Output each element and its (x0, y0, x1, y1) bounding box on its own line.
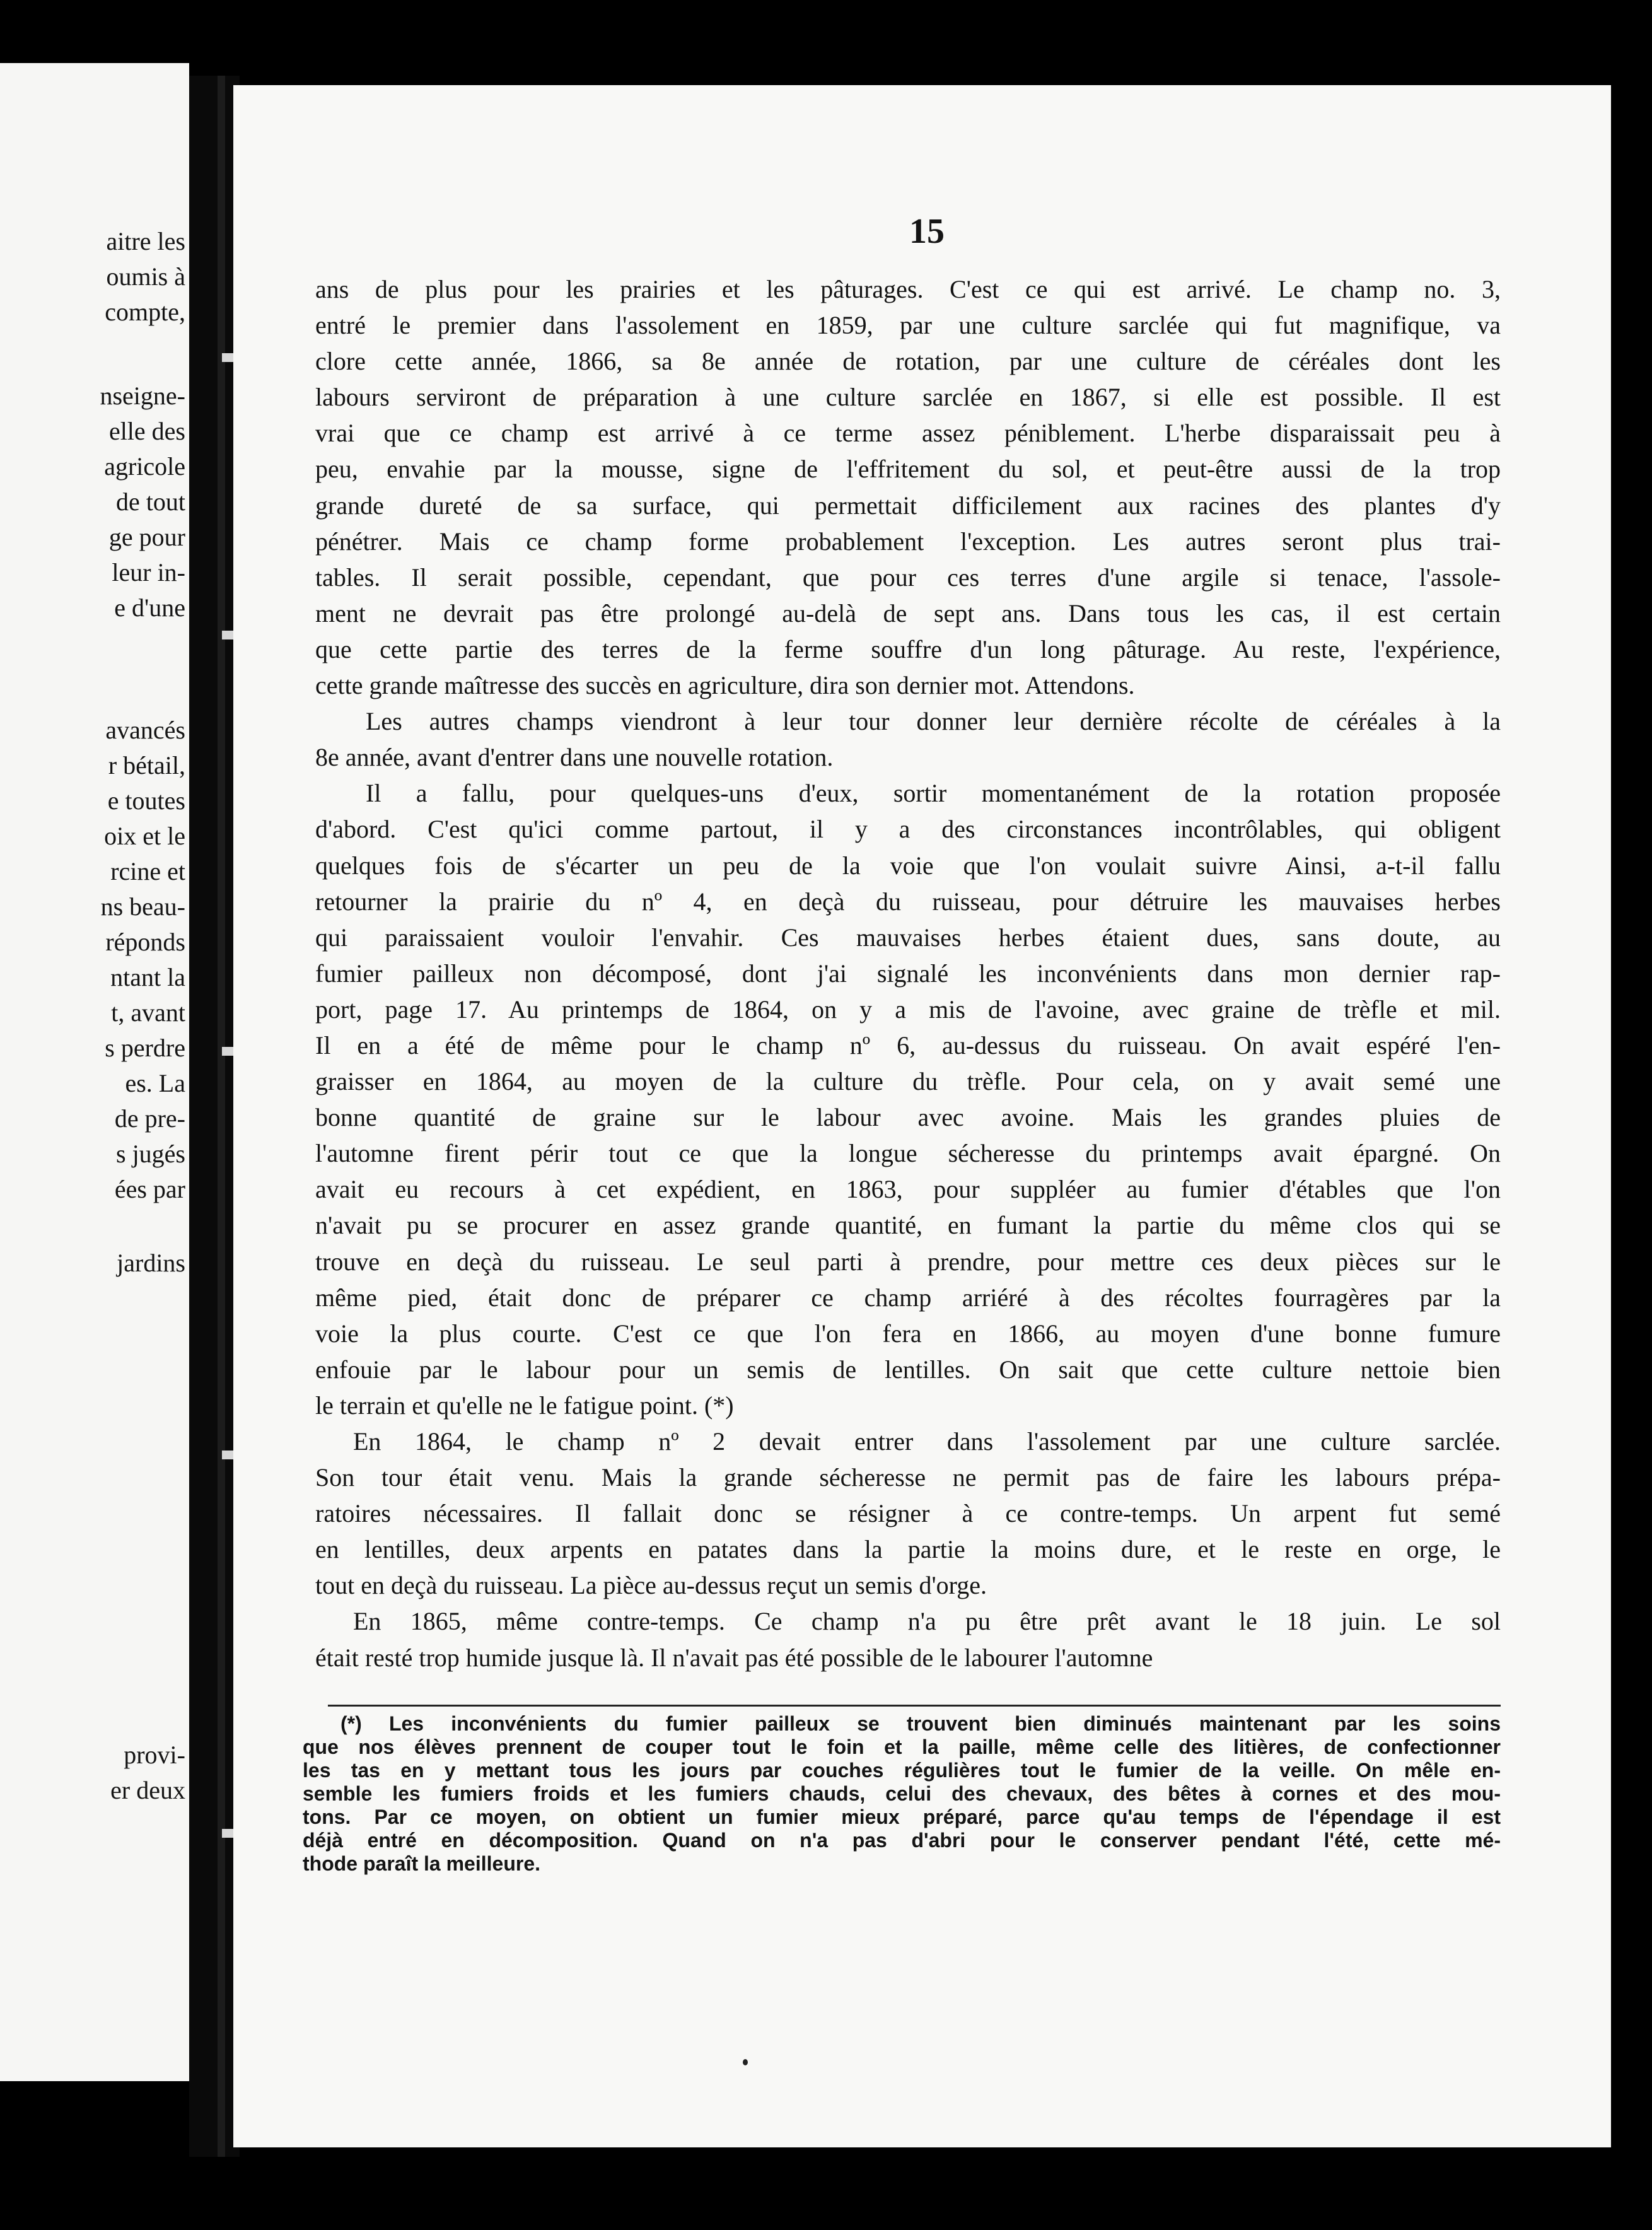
left-page-line: e d'une (114, 593, 185, 622)
left-page-line: agricole (104, 452, 185, 481)
footnote (303, 1712, 1501, 1876)
left-page-line: s jugés (116, 1140, 185, 1168)
text-line: 8e année, avant d'entrer dans une nouvelle rotation. (315, 743, 834, 772)
text-line: Il en a été de même pour le champ nº 6, au-dessus du ruisseau. On avait espéré l'en- (315, 1030, 1501, 1060)
text-line: même pied, était donc de préparer ce champ arriéré à des récoltes fourragères par la (315, 1283, 1501, 1312)
left-page-line: de tout (116, 487, 185, 516)
text-line: Les autres champs viendront à leur tour donner leur dernière récolte de céréales à la (366, 707, 1501, 736)
text-line: graisser en 1864, au moyen de la culture du trèfle. Pour cela, on y avait semé une (315, 1067, 1501, 1096)
text-line: d'abord. C'est qu'ici comme partout, il y a des circonstances incontrôlables, qui obligent (315, 815, 1501, 844)
text-line: Il a fallu, pour quelques-uns d'eux, sortir momentanément de la rotation proposée (366, 779, 1501, 808)
text-line: tables. Il serait possible, cependant, que pour ces terres d'une argile si tenace, l'assole- (315, 563, 1501, 592)
text-line: cette grande maîtresse des succès en agriculture, dira son dernier mot. Attendons. (315, 671, 1135, 700)
left-page-line: er deux (110, 1776, 185, 1804)
left-page-line: ées par (114, 1175, 185, 1203)
text-line: trouve en deçà du ruisseau. Le seul parti à prendre, pour mettre ces deux pièces sur le (315, 1247, 1501, 1276)
left-page-line: ns beau- (100, 892, 185, 921)
left-page-line: provi- (124, 1741, 185, 1769)
text-line: entré le premier dans l'assolement en 1859, par une culture sarclée qui fut magnifique, va (315, 311, 1501, 340)
text-line: En 1865, même contre-temps. Ce champ n'a pu être prêt avant le 18 juin. Le sol (353, 1607, 1501, 1636)
footnote-separator (328, 1705, 1501, 1707)
text-line: grande dureté de sa surface, qui permettait difficilement aux racines des plantes d'y (315, 491, 1501, 520)
left-page-line: oix et le (104, 822, 185, 850)
left-page-line: rcine et (110, 857, 185, 885)
footnote-line: les tas en y mettant tous les jours par couches régulières tout le fumier de la veille. On mêle en- (303, 1759, 1501, 1782)
text-line: labours serviront de préparation à une culture sarclée en 1867, si elle est possible. Il est (315, 383, 1501, 412)
footnote-line: thode paraît la meilleure. (303, 1852, 540, 1875)
left-page-line: s perdre (105, 1034, 185, 1062)
text-line: retourner la prairie du nº 4, en deçà du ruisseau, pour détruire les mauvaises herbes (315, 887, 1501, 916)
text-line: En 1864, le champ nº 2 devait entrer dans l'assolement par une culture sarclée. (353, 1427, 1501, 1456)
document-page (233, 85, 1611, 2147)
text-line: voie la plus courte. C'est ce que l'on fera en 1866, au moyen d'une bonne fumure (315, 1319, 1501, 1348)
text-line: que cette partie des terres de la ferme souffre d'un long pâturage. Au reste, l'expérience, (315, 634, 1501, 663)
left-page-line: t, avant (111, 998, 185, 1027)
binding-thread-line (218, 76, 225, 2157)
text-line: avait eu recours à cet expédient, en 1863, pour suppléer au fumier d'étables que l'on (315, 1175, 1501, 1204)
left-page-line: e toutes (107, 786, 185, 815)
footnote-line: déjà entré en décomposition. Quand on n'a pas d'abri pour le conserver pendant l'été, cette mé- (303, 1829, 1501, 1852)
text-line: qui paraissaient vouloir l'envahir. Ces mauvaises herbes étaient dues, sans doute, au (315, 923, 1501, 952)
text-line: peu, envahie par la mousse, signe de l'effritement du sol, et peut-être aussi de la trop (315, 455, 1501, 484)
footnote-line: tons. Par ce moyen, on obtient un fumier mieux préparé, parce qu'au temps de l'épendage il est (303, 1806, 1501, 1828)
footnote-line: (*) Les inconvénients du fumier pailleux se trouvent bien diminués maintenant par les soins (340, 1712, 1501, 1735)
left-page-line: réponds (105, 928, 185, 956)
text-line: ment ne devrait pas être prolongé au-delà de sept ans. Dans tous les cas, il est certain (315, 598, 1501, 628)
text-line: était resté trop humide jusque là. Il n'avait pas été possible de le labourer l'automne (315, 1643, 1153, 1672)
left-page-line: elle des (108, 417, 185, 445)
text-line: quelques fois de s'écarter un peu de la voie que l'on voulait suivre Ainsi, a-t-il fallu (315, 851, 1501, 880)
left-page-line: compte, (105, 298, 185, 326)
left-page-line: de pre- (114, 1104, 185, 1133)
text-line: tout en deçà du ruisseau. La pièce au-dessus reçut un semis d'orge. (315, 1571, 987, 1600)
page-number: 15 (909, 212, 945, 251)
text-line: clore cette année, 1866, sa 8e année de rotation, par une culture de céréales dont les (315, 347, 1501, 376)
previous-page-fragment (0, 63, 189, 2081)
footnote-line: semble les fumiers froids et les fumiers chauds, celui des chevaux, des bêtes à cornes et des mou- (303, 1782, 1501, 1805)
left-page-line: es. La (125, 1069, 185, 1097)
text-line: pénétrer. Mais ce champ forme probablement l'exception. Les autres seront plus trai- (315, 527, 1501, 556)
text-line: bonne quantité de graine sur le labour avec avoine. Mais les grandes pluies de (315, 1103, 1501, 1132)
text-line: ans de plus pour les prairies et les pâturages. C'est ce qui est arrivé. Le champ no. 3, (315, 275, 1501, 303)
text-line: port, page 17. Au printemps de 1864, on y a mis de l'avoine, avec graine de trèfle et mil. (315, 995, 1501, 1024)
text-line: fumier pailleux non décomposé, dont j'ai signalé les inconvénients dans mon dernier rap- (315, 959, 1501, 988)
text-line: en lentilles, deux arpents en patates dans la partie la moins dure, et le reste en orge, le (315, 1535, 1501, 1564)
text-line: le terrain et qu'elle ne le fatigue point. (*) (315, 1391, 734, 1420)
left-page-line: avancés (105, 716, 185, 744)
body-text (315, 271, 1501, 1676)
book-spine (189, 76, 240, 2157)
left-page-line: leur in- (112, 558, 185, 587)
left-page-line: r bétail, (108, 751, 185, 779)
text-line: vrai que ce champ est arrivé à ce terme assez péniblement. L'herbe disparaissait peu à (315, 419, 1501, 448)
text-line: n'avait pu se procurer en assez grande quantité, en fumant la partie du même clos qui se (315, 1211, 1501, 1240)
left-page-line: nseigne- (100, 382, 185, 410)
left-page-line: aitre les (106, 227, 185, 255)
ink-speck (743, 2059, 748, 2065)
text-line: enfouie par le labour pour un semis de lentilles. On sait que cette culture nettoie bien (315, 1355, 1501, 1384)
text-line: l'automne firent périr tout ce que la longue sécheresse du printemps avait épargné. On (315, 1139, 1501, 1168)
text-line: Son tour était venu. Mais la grande sécheresse ne permit pas de faire les labours prépa- (315, 1463, 1501, 1492)
left-page-line: ge pour (108, 523, 185, 551)
left-page-line: ntant la (110, 963, 185, 991)
left-page-line: jardins (117, 1249, 185, 1277)
footnote-line: que nos élèves prennent de couper tout le foin et la paille, même celle des litières, de confectionner (303, 1736, 1501, 1758)
left-page-line: oumis à (106, 262, 185, 291)
text-line: ratoires nécessaires. Il fallait donc se résigner à ce contre-temps. Un arpent fut semé (315, 1499, 1501, 1528)
